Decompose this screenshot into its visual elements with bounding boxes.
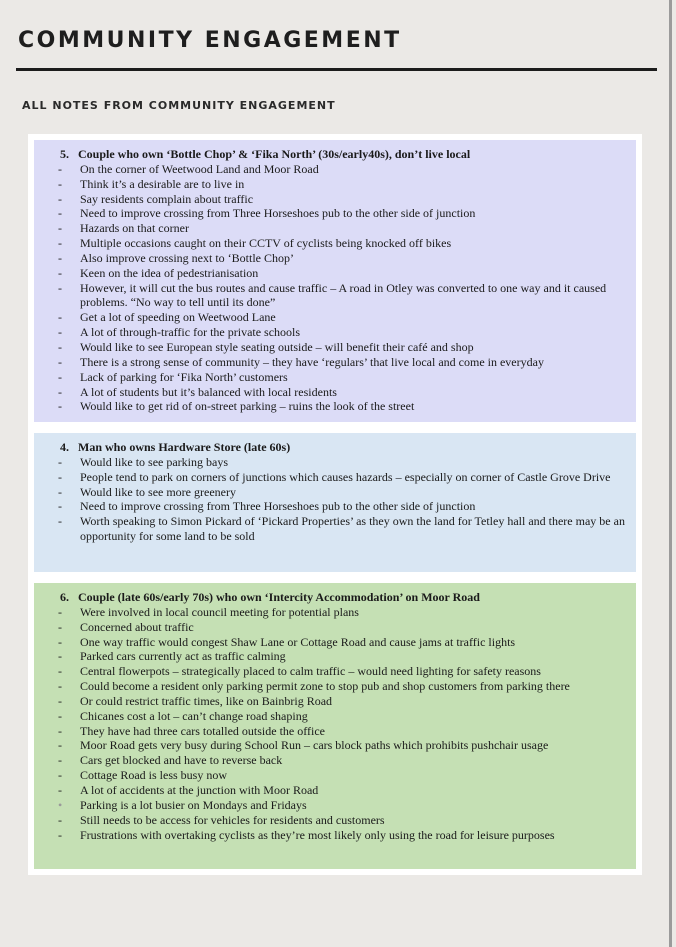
note-item: [42, 310, 628, 325]
note-item: [42, 470, 628, 485]
note-item: [42, 635, 628, 650]
note-item: [42, 709, 628, 724]
bullet-dash: -: [58, 206, 62, 221]
note-text: Parked cars currently act as traffic calming: [80, 649, 286, 664]
note-text: A lot of accidents at the junction with Moor Road: [80, 782, 319, 797]
bullet-dash: -: [58, 354, 62, 369]
bullet-dash: •: [58, 797, 63, 812]
note-item: [42, 340, 628, 355]
section-number: 4.: [60, 440, 69, 454]
note-text: One way traffic would congest Shaw Lane or Cottage Road and cause jams at traffic lights: [80, 634, 516, 649]
note-item: [42, 828, 628, 843]
bullet-dash: -: [58, 484, 62, 499]
section-number: 6.: [60, 590, 69, 604]
bullet-dash: -: [58, 827, 62, 842]
note-item: [42, 192, 628, 207]
note-item: [42, 221, 628, 236]
bullet-dash: -: [58, 384, 62, 399]
note-text: Multiple occasions caught on their CCTV of cyclists being knocked off bikes: [80, 236, 452, 251]
note-text: Keen on the idea of pedestrianisation: [80, 265, 259, 280]
note-card-section-6: [34, 583, 636, 869]
note-text: Say residents complain about traffic: [80, 191, 254, 206]
note-item: [42, 783, 628, 798]
section-title: Man who owns Hardware Store (late 60s): [78, 440, 291, 454]
note-text: Could become a resident only parking permit zone to stop pub and shop customers from parking there: [80, 679, 570, 694]
bullet-dash: -: [58, 325, 62, 340]
note-item: [42, 399, 628, 414]
bullet-dash: -: [58, 768, 62, 783]
section-number: 5.: [60, 147, 69, 161]
note-list: [42, 605, 628, 843]
bullet-dash: -: [58, 708, 62, 723]
note-text: Frustrations with overtaking cyclists as they’re most likely only using the road for leisure purposes: [80, 827, 555, 842]
note-item: [42, 499, 628, 514]
note-card-section-4: [34, 433, 636, 572]
note-item: [42, 813, 628, 828]
bullet-dash: -: [58, 176, 62, 191]
note-text: Would like to get rid of on-street parking – ruins the look of the street: [80, 399, 415, 414]
bullet-dash: -: [58, 161, 62, 176]
page-subtitle: ALL NOTES FROM COMMUNITY ENGAGEMENT: [22, 99, 336, 112]
note-list: [42, 455, 628, 544]
section-heading: [42, 147, 628, 162]
note-item: [42, 177, 628, 192]
bullet-dash: -: [58, 753, 62, 768]
bullet-dash: -: [58, 738, 62, 753]
bullet-dash: -: [58, 514, 62, 529]
bullet-dash: -: [58, 649, 62, 664]
bullet-dash: -: [58, 310, 62, 325]
bullet-dash: -: [58, 619, 62, 634]
note-item: [42, 251, 628, 266]
bullet-dash: -: [58, 782, 62, 797]
note-text: Would like to see parking bays: [80, 454, 229, 469]
note-item: [42, 485, 628, 500]
note-item: [42, 162, 628, 177]
section-heading: [42, 440, 628, 455]
note-text: Moor Road gets very busy during School Run – cars block paths which prohibits pushchair usage: [80, 738, 549, 753]
bullet-dash: -: [58, 339, 62, 354]
note-item: [42, 370, 628, 385]
note-item: [42, 679, 628, 694]
note-text: Concerned about traffic: [80, 619, 194, 634]
note-text: Hazards on that corner: [80, 221, 189, 236]
bullet-dash: -: [58, 369, 62, 384]
bullet-dash: -: [58, 250, 62, 265]
page-title: COMMUNITY ENGAGEMENT: [18, 28, 402, 53]
note-text: Cottage Road is less busy now: [80, 768, 227, 783]
note-item: [42, 266, 628, 281]
note-text: Lack of parking for ‘Fika North’ customers: [80, 369, 288, 384]
note-item: [42, 620, 628, 635]
note-text: Would like to see more greenery: [80, 484, 236, 499]
bullet-dash: -: [58, 812, 62, 827]
note-text: They have had three cars totalled outside the office: [80, 723, 326, 738]
note-text: On the corner of Weetwood Land and Moor Road: [80, 161, 319, 176]
bullet-dash: -: [58, 634, 62, 649]
note-text: Need to improve crossing from Three Horseshoes pub to the other side of junction: [80, 206, 476, 221]
bullet-dash: -: [58, 604, 62, 619]
note-item: [42, 325, 628, 340]
section-title: Couple who own ‘Bottle Chop’ & ‘Fika North’ (30s/early40s), don’t live local: [78, 147, 471, 161]
note-item: [42, 206, 628, 221]
bullet-dash: -: [58, 265, 62, 280]
bullet-dash: -: [58, 679, 62, 694]
bullet-dash: -: [58, 280, 62, 295]
note-text: There is a strong sense of community – they have ‘regulars’ that live local and come in everyday: [80, 354, 544, 369]
bullet-dash: -: [58, 454, 62, 469]
note-text: A lot of students but it’s balanced with local residents: [80, 384, 337, 399]
note-card-section-5: [34, 140, 636, 422]
section-heading: [42, 590, 628, 605]
bullet-dash: -: [58, 221, 62, 236]
note-item: [42, 738, 628, 753]
note-text: However, it will cut the bus routes and cause traffic – A road in Otley was converted to one way and it caused problems. “No way to tell until its done”: [80, 280, 607, 310]
note-item: [42, 605, 628, 620]
note-text: Need to improve crossing from Three Horseshoes pub to the other side of junction: [80, 499, 476, 514]
bullet-dash: -: [58, 723, 62, 738]
note-text: Also improve crossing next to ‘Bottle Chop’: [80, 250, 294, 265]
note-text: Parking is a lot busier on Mondays and Fridays: [80, 797, 307, 812]
note-text: Would like to see European style seating outside – will benefit their café and shop: [80, 339, 474, 354]
note-item: [42, 236, 628, 251]
note-item: [42, 664, 628, 679]
bullet-dash: -: [58, 469, 62, 484]
note-item: [42, 455, 628, 470]
note-item: [42, 649, 628, 664]
section-title: Couple (late 60s/early 70s) who own ‘Intercity Accommodation’ on Moor Road: [78, 590, 480, 604]
note-item: [42, 514, 628, 544]
note-text: Worth speaking to Simon Pickard of ‘Pickard Properties’ as they own the land for Tetley hall and there may be an opportunity for some land to be sold: [80, 514, 625, 544]
note-item: [42, 768, 628, 783]
note-text: Or could restrict traffic times, like on Bainbrig Road: [80, 693, 333, 708]
note-text: People tend to park on corners of junctions which causes hazards – especially on corner of Castle Grove Drive: [80, 469, 611, 484]
title-rule: [16, 68, 657, 71]
note-item: [42, 694, 628, 709]
note-text: Still needs to be access for vehicles for residents and customers: [80, 812, 385, 827]
bullet-dash: -: [58, 664, 62, 679]
note-item: [42, 281, 628, 311]
bullet-dash: -: [58, 236, 62, 251]
note-text: Central flowerpots – strategically placed to calm traffic – would need lighting for safety reasons: [80, 664, 541, 679]
note-list: [42, 162, 628, 414]
note-item: [42, 724, 628, 739]
note-text: Think it’s a desirable are to live in: [80, 176, 245, 191]
note-item: [42, 385, 628, 400]
note-item: [42, 355, 628, 370]
note-item: [42, 753, 628, 768]
bullet-dash: -: [58, 191, 62, 206]
note-text: Chicanes cost a lot – can’t change road shaping: [80, 708, 308, 723]
note-text: Get a lot of speeding on Weetwood Lane: [80, 310, 276, 325]
bullet-dash: -: [58, 693, 62, 708]
bullet-dash: -: [58, 499, 62, 514]
note-text: Were involved in local council meeting for potential plans: [80, 604, 359, 619]
note-text: Cars get blocked and have to reverse back: [80, 753, 283, 768]
bullet-dash: -: [58, 399, 62, 414]
note-item: [42, 798, 628, 813]
note-text: A lot of through-traffic for the private schools: [80, 325, 301, 340]
